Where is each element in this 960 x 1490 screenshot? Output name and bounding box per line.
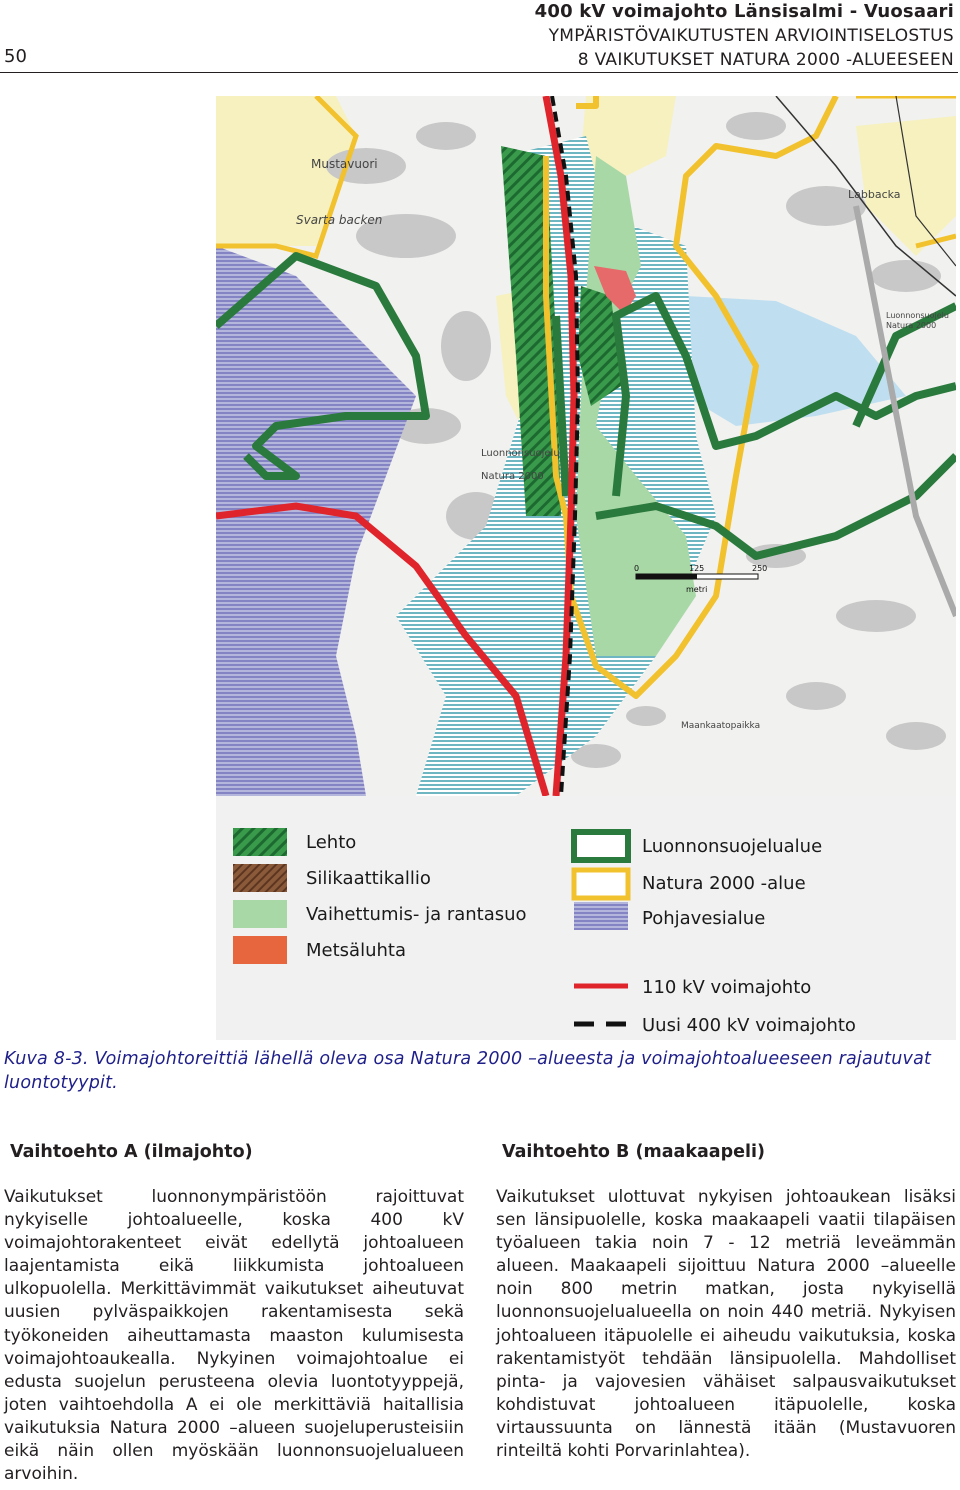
column-a-text: Vaikutukset luonnonympäristöön rajoittuvat nykyiselle johtoalueelle, koska 400 kV voimajohtorakenteet eivät edellytä johtoalueen laajentamista eikä liikkumista johtoalueen ulkopuolella. Merkittävimmät vaikutukset aiheutuvat uusien pylväspaikkojen rakentamisesta sekä työkoneiden aiheuttamasta maaston kulumisesta voimajohtoaukealla. Nykyinen voimajohtoalue ei edusta suojelun perusteena olevia luontotyyppejä, joten vaihtoehdolla A ei ole merkittäviä haitallisia vaikutuksia Natura 2000 –alueen suojeluperusteisiin eikä näin ollen myöskään luonnonsuojelualueen arvoihin. [4,1187,464,1485]
column-a [4,1140,464,1486]
scale-tick-250: 250 [752,564,768,573]
legend-lehto: Lehto [306,832,357,853]
legend-natura: Natura 2000 -alue [642,873,806,894]
legend-400kv: Uusi 400 kV voimajohto [642,1015,856,1036]
header-divider [0,72,958,73]
place-label-mustavuori: Mustavuori [311,157,378,171]
legend-swatch-silikaattikallio [233,864,287,892]
column-b [496,1140,956,1463]
label-natura-top: Natura 2000 [886,321,937,330]
place-label-svarta-backen: Svarta backen [296,213,383,227]
legend-pohjavesialue: Pohjavesialue [642,908,766,929]
label-luonnonsuojelu-top: Luonnonsuojelu [886,311,949,320]
column-b-heading: Vaihtoehto B (maakaapeli) [502,1142,765,1162]
map-legend [216,796,956,1040]
document-title: 400 kV voimajohto Länsisalmi - Vuosaari [534,1,954,22]
scale-unit: metri [686,585,708,594]
column-a-heading: Vaihtoehto A (ilmajohto) [10,1142,253,1162]
section-title: 8 VAIKUTUKSET NATURA 2000 -ALUEESEEN [577,50,954,70]
document-subtitle: YMPÄRISTÖVAIKUTUSTEN ARVIOINTISELOSTUS [548,26,954,46]
legend-swatch-natura [574,870,628,898]
page-number: 50 [4,46,27,67]
legend-swatch-vaihettumis [233,900,287,928]
figure-caption: Kuva 8-3. Voimajohtoreittiä lähellä oleva osa Natura 2000 –alueesta ja voimajohtoalueeseen rajautuvat luontotyypit. [4,1049,932,1093]
map-figure [216,96,956,796]
label-natura-center: Natura 2000 [481,471,544,482]
column-b-text: Vaikutukset ulottuvat nykyisen johtoaukean lisäksi sen länsipuolelle, koska maakaapeli vaatii tilapäisen työalueen takia noin 7 - 12 metriä leveämmän alueen. Maakaapeli sijoittuu Natura 2000 –alueelle noin 800 metrin matkan, josta nykyisellä luonnonsuojelualueella on noin 440 metriä. Nykyisen johtoalueen itäpuolelle ei aiheudu vaikutuksia, koska rakentamistyöt tehdään länsipuolella. Mahdolliset pinta- ja vajovesien vähäiset salpausvaikutukset kohdistuvat johtoalueen itäpuolelle, koska virtaussuunta on lännestä itään (Mustavuoren rinteiltä kohti Porvarinlahtea). [496,1187,956,1462]
scale-tick-125: 125 [689,564,705,573]
legend-swatch-luonnonsuojelualue [574,832,628,860]
legend-swatch-lehto [233,828,287,856]
place-label-labbacka: Labbacka [848,188,901,201]
legend-swatch-metsaluhta [233,936,287,964]
legend-luonnonsuojelualue: Luonnonsuojelualue [642,836,823,857]
scale-tick-0: 0 [634,564,640,573]
page-header [535,0,954,72]
legend-swatch-pohjavesialue [574,902,628,930]
legend-110kv: 110 kV voimajohto [642,977,812,998]
legend-silikaattikallio: Silikaattikallio [306,868,431,889]
legend-metsaluhta: Metsäluhta [306,940,406,961]
label-luonnonsuojelu-center: Luonnonsuojelu [481,448,560,459]
place-label-maankaatopaikka: Maankaatopaikka [681,721,761,731]
legend-vaihettumis: Vaihettumis- ja rantasuo [306,904,527,925]
